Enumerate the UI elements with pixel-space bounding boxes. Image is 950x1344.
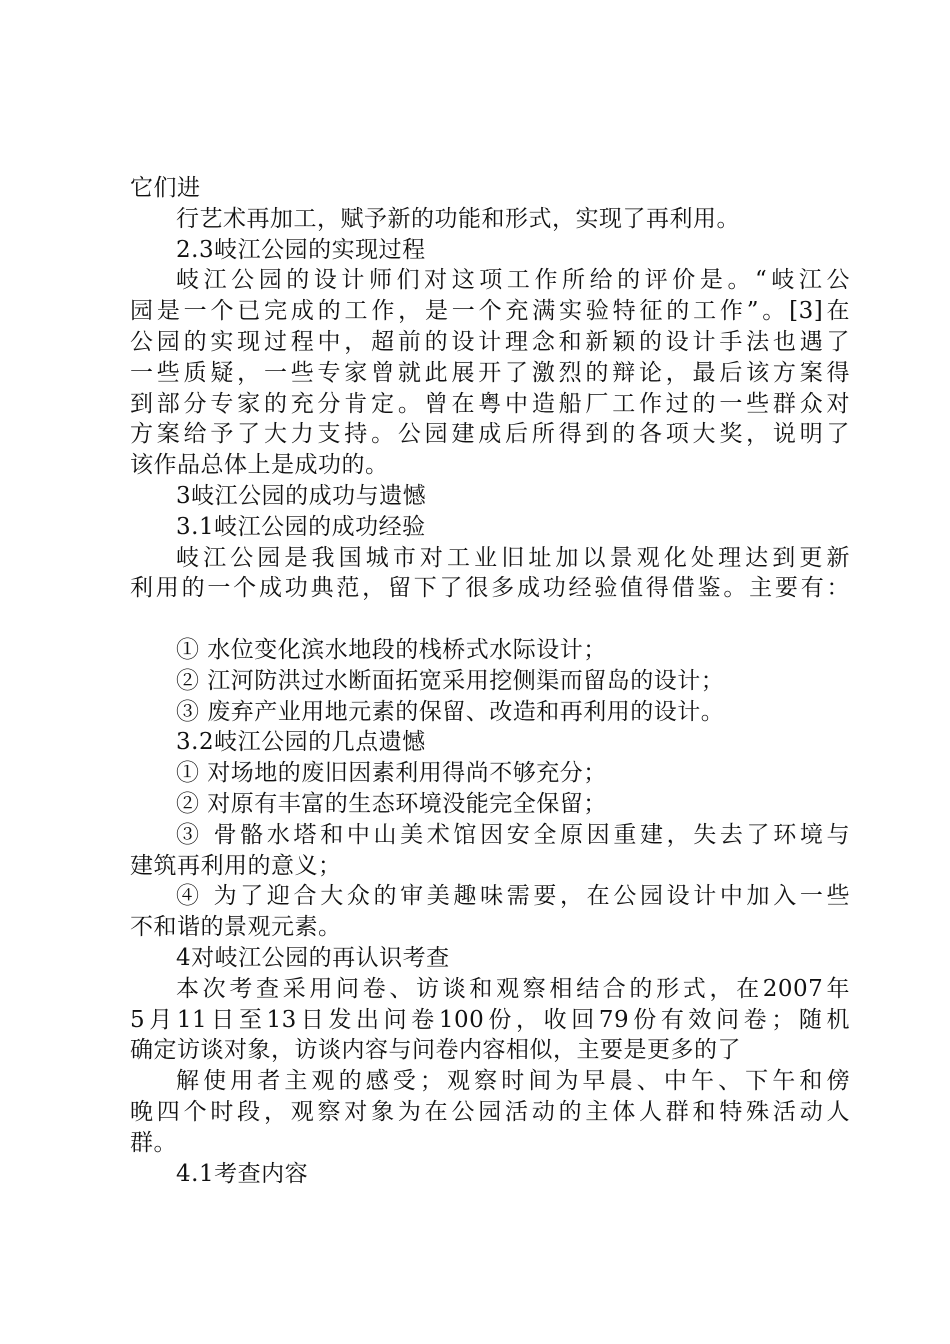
text-line: 本次考查采用问卷、访谈和观察相结合的形式，在2007年 — [176, 975, 850, 1002]
text-line: 公园的实现过程中，超前的设计理念和新颖的设计手法也遇了 — [130, 328, 850, 355]
text-line: 3.2岐江公园的几点遗憾 — [176, 729, 426, 756]
text-line: 解使用者主观的感受；观察时间为早晨、中午、下午和傍 — [176, 1068, 850, 1095]
blank-line — [130, 604, 850, 635]
document-body — [130, 173, 850, 1189]
text-line: 该作品总体上是成功的。 — [130, 452, 389, 479]
text-line: 3.1岐江公园的成功经验 — [176, 513, 426, 540]
text-line: 2.3岐江公园的实现过程 — [176, 236, 426, 263]
text-line: 岐江公园的设计师们对这项工作所给的评价是。“岐江公 — [176, 267, 850, 294]
text-line: 晚四个时段，观察对象为在公园活动的主体人群和特殊活动人 — [130, 1098, 850, 1125]
text-line: 它们进 — [130, 175, 201, 201]
text-line: 岐江公园是我国城市对工业旧址加以景观化处理达到更新 — [176, 544, 850, 571]
text-line: 园是一个已完成的工作，是一个充满实验特征的工作”。[3]在 — [130, 298, 850, 325]
text-line: 方案给予了大力支持。公园建成后所得到的各项大奖，说明了 — [130, 421, 850, 448]
text-line: 确定访谈对象，访谈内容与问卷内容相似，主要是更多的了 — [130, 1037, 741, 1064]
text-line: ③ 骨骼水塔和中山美术馆因安全原因重建，失去了环境与 — [176, 821, 850, 848]
text-line: ④ 为了迎合大众的审美趣味需要，在公园设计中加入一些 — [176, 883, 850, 910]
text-line: 到部分专家的充分肯定。曾在粤中造船厂工作过的一些群众对 — [130, 390, 850, 417]
text-line: ① 对场地的废旧因素利用得尚不够充分； — [176, 760, 607, 787]
text-line: 5月11日至13日发出问卷100份，收回79份有效问卷；随机 — [130, 1006, 850, 1033]
text-line: 一些质疑，一些专家曾就此展开了激烈的辩论，最后该方案得 — [130, 359, 850, 386]
text-line: 4.1考查内容 — [176, 1160, 309, 1187]
text-line: ③ 废弃产业用地元素的保留、改造和再利用的设计。 — [176, 698, 725, 725]
text-line: ② 江河防洪过水断面拓宽采用挖侧渠而留岛的设计； — [176, 667, 725, 694]
text-line: 3岐江公园的成功与遗憾 — [176, 482, 427, 509]
text-line: 行艺术再加工，赋予新的功能和形式，实现了再利用。 — [176, 205, 740, 232]
text-line: ① 水位变化滨水地段的栈桥式水际设计； — [176, 636, 607, 663]
text-line: 建筑再利用的意义； — [130, 852, 342, 879]
text-line: 4对岐江公园的再认识考查 — [176, 944, 450, 971]
text-line: 群。 — [130, 1129, 177, 1156]
text-line: 利用的一个成功典范，留下了很多成功经验值得借鉴。主要有： — [130, 575, 850, 602]
text-line: 不和谐的景观元素。 — [130, 914, 342, 941]
text-line: ② 对原有丰富的生态环境没能完全保留； — [176, 790, 607, 817]
